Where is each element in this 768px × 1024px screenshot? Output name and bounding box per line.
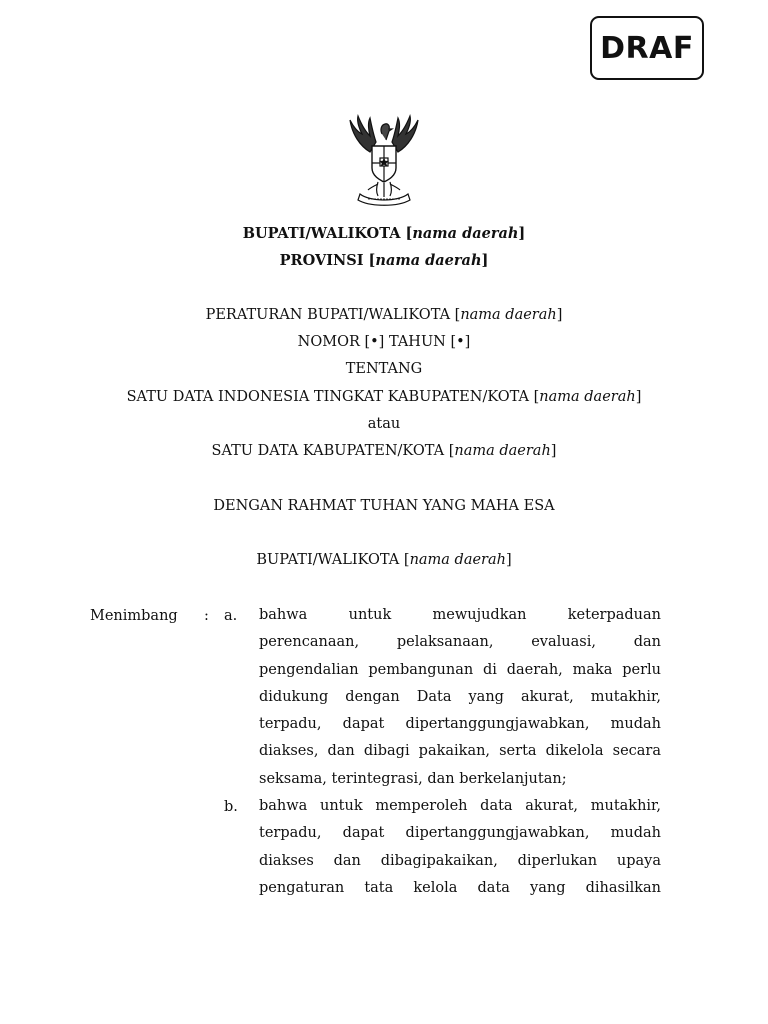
point-b-line: pengaturan tata kelola data yang dihasilkan xyxy=(259,879,661,896)
considering-label: Menimbang xyxy=(90,608,178,624)
regulation-title: PERATURAN BUPATI/WALIKOTA [nama daerah] xyxy=(205,307,563,323)
official-title: BUPATI/WALIKOTA [nama daerah] xyxy=(256,552,512,568)
point-a-line: seksama, terintegrasi, dan berkelanjutan; xyxy=(259,770,567,787)
garuda-pancasila-emblem-icon xyxy=(340,112,428,208)
point-a-line: pengendalian pembangunan di daerah, maka perlu xyxy=(259,661,661,678)
regulation-subject-alt: SATU DATA KABUPATEN/KOTA [nama daerah] xyxy=(211,443,557,459)
point-a-line: diakses, dan dibagi pakaikan, serta dikelola secara xyxy=(259,743,661,760)
point-a-line: didukung dengan Data yang akurat, mutakhir, xyxy=(259,688,661,705)
point-b-line: bahwa untuk memperoleh data akurat, mutakhir, xyxy=(259,798,661,814)
point-a-marker: a. xyxy=(224,608,238,624)
grace-statement: DENGAN RAHMAT TUHAN YANG MAHA ESA xyxy=(213,498,555,514)
point-b-marker: b. xyxy=(224,799,238,815)
header-line-2: PROVINSI [nama daerah] xyxy=(279,252,489,269)
point-b-line: terpadu, dapat dipertanggungjawabkan, mudah xyxy=(259,825,661,842)
draft-stamp-label: DRAF xyxy=(600,30,694,66)
regulation-number: NOMOR [•] TAHUN [•] xyxy=(297,334,471,350)
regulation-or: atau xyxy=(367,416,401,432)
regulation-about: TENTANG xyxy=(345,361,423,377)
regulation-subject: SATU DATA INDONESIA TINGKAT KABUPATEN/KOTA [nama daerah] xyxy=(126,389,642,405)
point-b-text xyxy=(259,793,661,902)
point-a-line: bahwa untuk mewujudkan keterpaduan xyxy=(259,607,661,623)
point-b-line: diakses dan dibagipakaikan, diperlukan upaya xyxy=(259,852,661,869)
point-a-line: perencanaan, pelaksanaan, evaluasi, dan xyxy=(259,634,661,651)
considering-colon: : xyxy=(204,608,209,624)
point-a-text xyxy=(259,602,661,793)
point-a-line: terpadu, dapat dipertanggungjawabkan, mudah xyxy=(259,716,661,733)
draft-stamp xyxy=(590,16,704,80)
header-line-1: BUPATI/WALIKOTA [nama daerah] xyxy=(242,225,526,242)
